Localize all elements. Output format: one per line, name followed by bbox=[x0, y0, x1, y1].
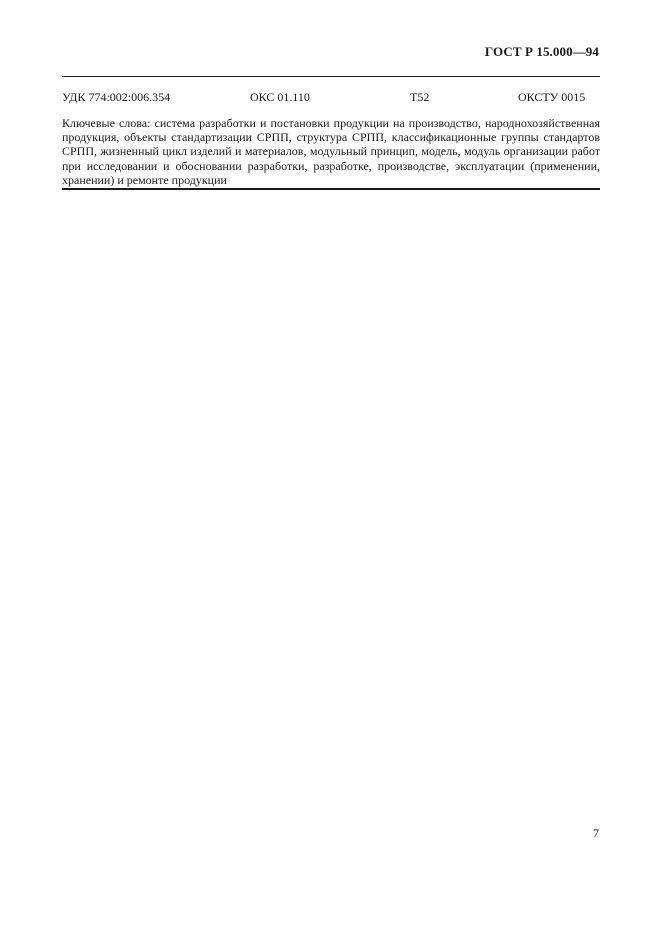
oks-code: ОКС 01.110 bbox=[250, 90, 310, 104]
classifier-row bbox=[62, 90, 600, 106]
udk-code: УДК 774:002:006.354 bbox=[62, 90, 171, 104]
okstu-code: ОКСТУ 0015 bbox=[518, 90, 586, 104]
group-code: Т52 bbox=[410, 90, 430, 104]
page-number: 7 bbox=[593, 826, 599, 840]
top-divider bbox=[62, 76, 600, 77]
keywords-paragraph: Ключевые слова: система разработки и постановки продукции на производство, народнохозяйственная продукция, объекты стандартизации СРПП, структура СРПП, классификационные группы стандартов СРПП, жизненный цикл изделий и материалов, модульный принцип, модель, модуль организации работ при исследовании и обосновании разработки, разработке, производстве, эксплуатации (применении, хранении) и ремонте продукции bbox=[62, 116, 600, 187]
bottom-divider bbox=[62, 188, 600, 190]
standard-code: ГОСТ Р 15.000—94 bbox=[484, 44, 599, 59]
